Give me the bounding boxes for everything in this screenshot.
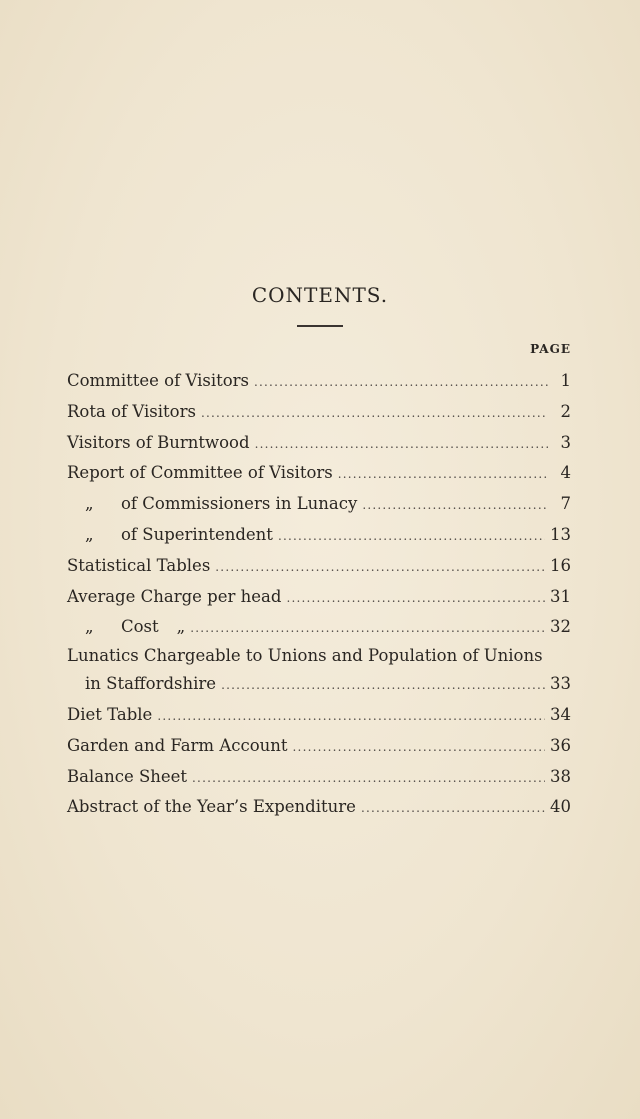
- leader-dots: [192, 763, 545, 794]
- leader-dots: [293, 732, 545, 763]
- toc-entry-label: Report of Committee of Visitors: [67, 463, 333, 483]
- leader-dots: [201, 398, 548, 429]
- toc-entry-page: 2: [560, 401, 571, 421]
- leader-dots: [286, 583, 545, 614]
- toc-entry: [67, 458, 571, 489]
- toc-entry-page: 32: [550, 617, 571, 637]
- leader-dots: [255, 429, 548, 460]
- toc-entry-page: 4: [560, 463, 571, 483]
- leader-dots: [254, 367, 548, 398]
- toc-entry-label: Garden and Farm Account: [67, 735, 288, 755]
- toc-entry-page: 38: [550, 766, 571, 786]
- toc-entry: [67, 489, 571, 520]
- toc-entry-continuation: [67, 669, 571, 700]
- leader-dots: [361, 793, 545, 824]
- toc-entry: [67, 612, 571, 643]
- leader-dots: [157, 701, 545, 732]
- toc-entry: [67, 397, 571, 428]
- toc-entry-page: 16: [550, 555, 571, 575]
- toc-entry-label: Cost: [121, 617, 159, 637]
- toc-entry: [67, 762, 571, 793]
- toc-entry-label: of Commissioners in Lunacy: [121, 494, 358, 514]
- toc-entry-page: 36: [550, 735, 571, 755]
- toc-entry-label: Committee of Visitors: [67, 371, 250, 390]
- toc-entry: [67, 520, 571, 551]
- toc-entry: [67, 700, 571, 731]
- toc-entry-label: Diet Table: [67, 704, 153, 724]
- toc-entry-label: Statistical Tables: [67, 555, 211, 575]
- toc-entry-page: 13: [550, 524, 571, 544]
- toc-entry-label: Rota of Visitors: [67, 401, 196, 421]
- toc-entry-page: 3: [560, 432, 571, 452]
- toc-entry-page: 31: [550, 586, 571, 606]
- ditto-mark: „: [176, 617, 186, 637]
- toc-entry-label: of Superintendent: [121, 524, 273, 544]
- toc-entry-page: 34: [550, 704, 571, 724]
- toc-entry-label: in Staffordshire: [85, 674, 217, 694]
- leader-dots: [278, 521, 545, 552]
- toc-entry-label: Abstract of the Year’s Expenditure: [67, 797, 356, 817]
- leader-dots: [338, 459, 548, 490]
- toc-entry: [67, 428, 571, 459]
- ditto-mark: „: [85, 494, 94, 514]
- toc-entry: [67, 792, 571, 823]
- toc-entry-page: 33: [550, 674, 571, 694]
- toc-entry: [67, 643, 571, 669]
- page-title: CONTENTS.: [251, 283, 389, 307]
- title-rule: [297, 325, 343, 327]
- toc-entry: [67, 731, 571, 762]
- page-column-header: PAGE: [530, 342, 571, 356]
- toc-entry-label: Visitors of Burntwood: [67, 432, 250, 452]
- toc-entry: [67, 366, 571, 397]
- leader-dots: [362, 490, 548, 521]
- ditto-mark: „: [85, 524, 94, 544]
- toc-entry-page: 1: [560, 371, 571, 390]
- toc-entry: [67, 582, 571, 613]
- leader-dots: [221, 670, 545, 701]
- toc-entry: [67, 551, 571, 582]
- leader-dots: [190, 613, 545, 644]
- toc-entry-label: Lunatics Chargeable to Unions and Population of Unions: [67, 646, 543, 666]
- toc-entry-label: Balance Sheet: [67, 766, 188, 786]
- toc-entry-page: 40: [550, 797, 571, 817]
- leader-dots: [215, 552, 545, 583]
- toc-entry-page: 7: [560, 494, 571, 514]
- toc-entry-label: Average Charge per head: [67, 586, 282, 606]
- table-of-contents: [67, 366, 571, 823]
- ditto-mark: „: [85, 617, 94, 637]
